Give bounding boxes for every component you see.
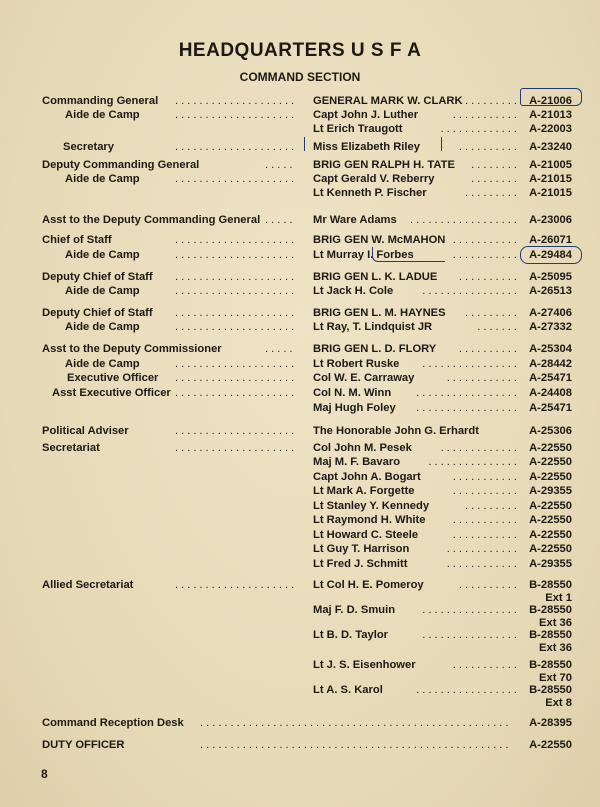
directory-row — [0, 401, 600, 416]
leader-dots: ................. — [416, 387, 520, 399]
leader-dots: .................... — [175, 425, 298, 437]
position-label: Secretariat — [42, 442, 100, 454]
phone-number: A-22550 — [529, 514, 572, 526]
leader-dots: ................ — [422, 358, 520, 370]
leader-dots: .................. — [410, 214, 520, 226]
leader-dots: .................... — [175, 141, 298, 153]
leader-dots: ............ — [446, 372, 520, 384]
leader-dots: ................ — [422, 285, 520, 297]
phone-number: A-22550 — [529, 471, 572, 483]
directory-row — [0, 158, 600, 173]
leader-dots: .................... — [175, 372, 298, 384]
position-label: Aide de Camp — [65, 109, 140, 121]
leader-dots: .................... — [175, 579, 298, 591]
directory-row — [0, 306, 600, 321]
phone-number: A-21013 — [529, 109, 572, 121]
directory-row — [0, 186, 600, 201]
phone-number: A-28442 — [529, 358, 572, 370]
leader-dots: ..... — [265, 343, 296, 355]
phone-number: A-25471 — [529, 402, 572, 414]
leader-dots: .................... — [175, 109, 298, 121]
person-name: Maj Hugh Foley — [313, 402, 396, 414]
phone-number: A-29484 — [529, 249, 572, 261]
directory-row — [0, 108, 600, 123]
position-label: Asst Executive Officer — [52, 387, 171, 399]
phone-number: A-26071 — [529, 234, 572, 246]
directory-row — [0, 528, 600, 543]
leader-dots: ......... — [465, 307, 520, 319]
leader-dots: .................... — [175, 271, 298, 283]
person-name: Capt John A. Bogart — [313, 471, 421, 483]
position-label: Aide de Camp — [65, 321, 140, 333]
leader-dots: .......... — [458, 141, 520, 153]
person-name: Col John M. Pesek — [313, 442, 412, 454]
directory-row — [0, 386, 600, 401]
section-title: COMMAND SECTION — [239, 70, 361, 84]
person-name: BRIG GEN RALPH H. TATE — [313, 159, 455, 171]
leader-dots: ........... — [452, 234, 520, 246]
position-label: Executive Officer — [67, 372, 159, 384]
directory-row — [0, 557, 600, 572]
leader-dots: ........... — [452, 109, 520, 121]
leader-dots: .................... — [175, 173, 298, 185]
handwritten-circle — [520, 88, 582, 106]
directory-row — [0, 94, 600, 109]
person-name: BRIG GEN L. M. HAYNES — [313, 307, 446, 319]
phone-number: B-28550 — [529, 684, 572, 696]
leader-dots: .......... — [458, 271, 520, 283]
directory-row — [0, 484, 600, 499]
person-name: Lt Jack H. Cole — [313, 285, 394, 297]
phone-number: B-28550 — [529, 579, 572, 591]
phone-number: A-22550 — [529, 442, 572, 454]
leader-dots: ............ — [446, 543, 520, 555]
page-title: HEADQUARTERS U S F A — [178, 40, 422, 61]
directory-row — [0, 441, 600, 456]
leader-dots: .................... — [175, 234, 298, 246]
phone-number: A-22550 — [529, 529, 572, 541]
leader-dots: .......... — [458, 579, 520, 591]
phone-number: A-27406 — [529, 307, 572, 319]
directory-row — [0, 683, 600, 698]
directory-row — [0, 284, 600, 299]
directory-row — [0, 716, 600, 731]
position-label: Deputy Chief of Staff — [42, 271, 153, 283]
phone-number: A-25304 — [529, 343, 572, 355]
person-name: Lt Guy T. Harrison — [313, 543, 410, 555]
leader-dots: ........... — [452, 514, 520, 526]
person-name: BRIG GEN L. K. LADUE — [313, 271, 438, 283]
leader-dots: ............. — [440, 123, 520, 135]
directory-row — [0, 513, 600, 528]
person-name: Lt Col H. E. Pomeroy — [313, 579, 424, 591]
directory-row — [0, 213, 600, 228]
position-label: Deputy Chief of Staff — [42, 307, 153, 319]
person-name: Mr Ware Adams — [313, 214, 397, 226]
directory-row — [0, 738, 600, 753]
handwritten-circle — [520, 246, 582, 264]
position-label: Asst to the Deputy Commissioner — [42, 343, 222, 355]
phone-number: A-22550 — [529, 739, 572, 751]
leader-dots: ......... — [465, 95, 520, 107]
leader-dots: ............ — [446, 558, 520, 570]
leader-dots: ............... — [428, 456, 520, 468]
person-name: Capt John J. Luther — [313, 109, 419, 121]
phone-number: A-22003 — [529, 123, 572, 135]
person-name: BRIG GEN W. McMAHON — [313, 234, 446, 246]
phone-number: A-22550 — [529, 543, 572, 555]
leader-dots: ..... — [265, 159, 296, 171]
directory-row — [0, 424, 600, 439]
position-label: Aide de Camp — [65, 358, 140, 370]
position-label: Aide de Camp — [65, 173, 140, 185]
directory-row — [0, 658, 600, 673]
phone-number: A-23006 — [529, 214, 572, 226]
person-name: Lt Mark A. Forgette — [313, 485, 415, 497]
directory-row — [0, 603, 600, 618]
person-name: Col N. M. Winn — [313, 387, 392, 399]
position-label: Political Adviser — [42, 425, 129, 437]
position-label: Commanding General — [42, 95, 159, 107]
leader-dots: ........ — [471, 159, 520, 171]
leader-dots: ......... — [465, 500, 520, 512]
leader-dots: ........... — [452, 529, 520, 541]
person-name: Maj F. D. Smuin — [313, 604, 396, 616]
leader-dots: .................... — [175, 95, 298, 107]
person-name: Maj M. F. Bavaro — [313, 456, 401, 468]
person-name: BRIG GEN L. D. FLORY — [313, 343, 437, 355]
position-label: Allied Secretariat — [42, 579, 134, 591]
directory-row — [0, 248, 600, 263]
person-name: Lt Erich Traugott — [313, 123, 403, 135]
leader-dots: ........... — [452, 485, 520, 497]
person-name: Col W. E. Carraway — [313, 372, 415, 384]
phone-number: B-28550 — [529, 604, 572, 616]
person-name: Lt Murray I. Forbes — [313, 249, 414, 261]
leader-dots: ................................................... — [200, 739, 512, 751]
person-name: Capt Gerald V. Reberry — [313, 173, 435, 185]
directory-row — [0, 357, 600, 372]
leader-dots: ..... — [265, 214, 296, 226]
directory-row — [0, 140, 600, 155]
directory-row — [0, 172, 600, 187]
handwritten-bracket — [304, 137, 442, 151]
phone-number: B-28550 — [529, 629, 572, 641]
phone-number: A-22550 — [529, 500, 572, 512]
phone-number: A-27332 — [529, 321, 572, 333]
leader-dots: ................. — [416, 684, 520, 696]
leader-dots: ........... — [452, 471, 520, 483]
directory-row — [0, 470, 600, 485]
directory-row — [0, 320, 600, 335]
phone-number: A-21006 — [529, 95, 572, 107]
phone-number: A-21015 — [529, 173, 572, 185]
person-name: Lt Stanley Y. Kennedy — [313, 500, 430, 512]
directory-row — [0, 628, 600, 643]
phone-number: A-21015 — [529, 187, 572, 199]
page-number: 8 — [41, 767, 48, 781]
person-name: Lt Kenneth P. Fischer — [313, 187, 427, 199]
leader-dots: ................ — [422, 629, 520, 641]
phone-extension: Ext 36 — [539, 617, 572, 629]
handwritten-underline — [372, 247, 445, 262]
phone-number: A-26513 — [529, 285, 572, 297]
phone-number: A-22550 — [529, 456, 572, 468]
phone-number: A-29355 — [529, 485, 572, 497]
leader-dots: .................... — [175, 321, 298, 333]
directory-row — [0, 270, 600, 285]
directory-row — [0, 455, 600, 470]
leader-dots: .................... — [175, 285, 298, 297]
position-label: Secretary — [63, 141, 115, 153]
position-label: Aide de Camp — [65, 285, 140, 297]
phone-number: A-25306 — [529, 425, 572, 437]
leader-dots: ................. — [416, 402, 520, 414]
directory-row — [0, 122, 600, 137]
directory-row — [0, 342, 600, 357]
phone-number: A-23240 — [529, 141, 572, 153]
directory-row — [0, 542, 600, 557]
phone-number: A-24408 — [529, 387, 572, 399]
leader-dots: .................... — [175, 387, 298, 399]
position-label: Deputy Commanding General — [42, 159, 200, 171]
leader-dots: ................ — [422, 604, 520, 616]
phone-extension: Ext 1 — [545, 592, 572, 604]
person-name: Lt A. S. Karol — [313, 684, 383, 696]
person-name: Lt Robert Ruske — [313, 358, 400, 370]
directory-row — [0, 233, 600, 248]
directory-row — [0, 499, 600, 514]
person-name: Lt B. D. Taylor — [313, 629, 389, 641]
leader-dots: ........ — [471, 173, 520, 185]
phone-number: A-25471 — [529, 372, 572, 384]
person-name: Lt Raymond H. White — [313, 514, 426, 526]
leader-dots: .................... — [175, 307, 298, 319]
phone-extension: Ext 36 — [539, 642, 572, 654]
leader-dots: ........... — [452, 249, 520, 261]
position-label: DUTY OFFICER — [42, 739, 125, 751]
leader-dots: .................... — [175, 249, 298, 261]
phone-number: B-28550 — [529, 659, 572, 671]
phone-number: A-28395 — [529, 717, 572, 729]
leader-dots: ......... — [465, 187, 520, 199]
person-name: Lt Ray, T. Lindquist JR — [313, 321, 433, 333]
person-name: The Honorable John G. Erhardt — [313, 425, 479, 437]
position-label: Aide de Camp — [65, 249, 140, 261]
phone-extension: Ext 70 — [539, 672, 572, 684]
person-name: Lt Fred J. Schmitt — [313, 558, 408, 570]
leader-dots: ....... — [477, 321, 520, 333]
phone-extension: Ext 8 — [545, 697, 572, 709]
position-label: Asst to the Deputy Commanding General — [42, 214, 261, 226]
directory-row — [0, 371, 600, 386]
phone-number: A-25095 — [529, 271, 572, 283]
leader-dots: .......... — [458, 343, 520, 355]
position-label: Command Reception Desk — [42, 717, 184, 729]
phone-number: A-29355 — [529, 558, 572, 570]
position-label: Chief of Staff — [42, 234, 112, 246]
directory-row — [0, 578, 600, 593]
leader-dots: ............. — [440, 442, 520, 454]
person-name: Lt Howard C. Steele — [313, 529, 419, 541]
phone-number: A-21005 — [529, 159, 572, 171]
leader-dots: ................................................... — [200, 717, 512, 729]
person-name: Miss Elizabeth Riley — [313, 141, 420, 153]
person-name: GENERAL MARK W. CLARK — [313, 95, 463, 107]
leader-dots: .................... — [175, 358, 298, 370]
person-name: Lt J. S. Eisenhower — [313, 659, 416, 671]
leader-dots: .................... — [175, 442, 298, 454]
leader-dots: ........... — [452, 659, 520, 671]
